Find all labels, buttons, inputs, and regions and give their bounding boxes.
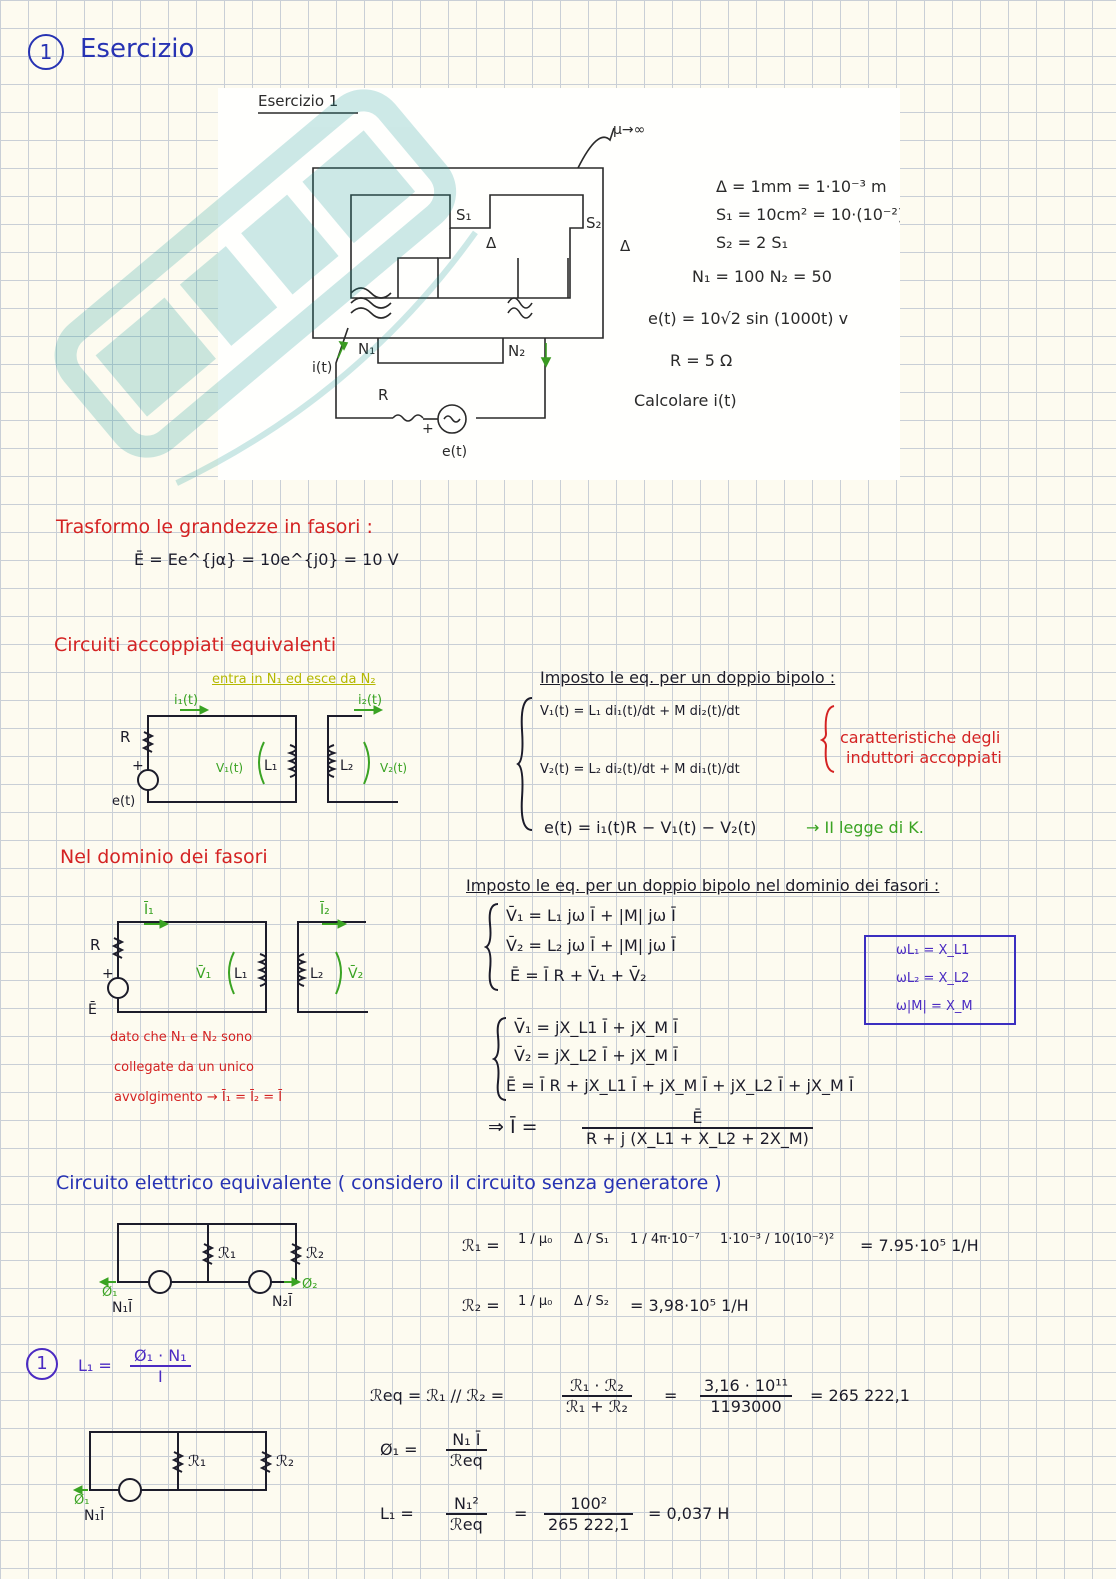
l1-formula-fraction <box>130 1346 191 1386</box>
reluctance-2-result: = 3,98·10⁵ 1/H <box>630 1296 749 1315</box>
reluctance-1-term-b: Δ / S₁ <box>574 1232 610 1247</box>
reactance-eq-3: Ē = Ī R + jX_L1 Ī + jX_M Ī + jX_L2 Ī + jX_M Ī <box>506 1076 854 1095</box>
req-numerator-2: 3,16 · 10¹¹ <box>700 1376 792 1397</box>
coupled-l2-label: L₂ <box>340 758 354 774</box>
coupled-v2-label: V₂(t) <box>380 761 408 775</box>
l1-value-fraction-1 <box>446 1494 487 1534</box>
phi1-fraction <box>446 1430 487 1470</box>
reactance-eq-2: V̄₂ = jX_L2 Ī + jX_M Ī <box>514 1046 678 1065</box>
phasor-source-equation: Ē = Ee^{jα} = 10e^{j0} = 10 V <box>134 550 399 569</box>
l1-value-numerator-1: N₁² <box>446 1494 487 1515</box>
kirchhoff-note: → II legge di K. <box>806 818 924 837</box>
l1-diagram-n1i-label: N₁Ī <box>84 1508 105 1524</box>
coupled-i1-label: i₁(t) <box>174 693 199 708</box>
doubleport-intro: Imposto le eq. per un doppio bipolo : <box>540 668 836 687</box>
current-result-lhs: ⇒ Ī = <box>488 1116 538 1138</box>
sketch-plus-sign: + <box>422 421 434 437</box>
sketch-n2-label: N₂ <box>508 342 526 360</box>
reactance-def-3: ω|M| = X_M <box>896 999 973 1014</box>
single-winding-note-line-1: dato che N₁ e N₂ sono <box>110 1030 253 1045</box>
current-result-numerator: Ē <box>582 1108 813 1129</box>
sketch-n1-label: N₁ <box>358 340 376 358</box>
magnetic-n1i-label: N₁Ī <box>112 1300 133 1316</box>
magnetic-phi2-label: Ø₂ <box>302 1277 318 1292</box>
phasor-eq-brace <box>484 902 502 992</box>
coupled-source-label: e(t) <box>112 794 136 809</box>
coupled-direction-note: entra in N₁ ed esce da N₂ <box>212 672 376 687</box>
req-equals: = <box>664 1386 678 1405</box>
sketch-data-1: S₁ = 10cm² = 10·(10⁻²)² <box>716 205 900 224</box>
l1-value-fraction-2 <box>544 1494 633 1534</box>
l1-diagram-r2-label: ℛ₂ <box>276 1452 294 1470</box>
l1-value-denominator-2: 265 222,1 <box>548 1515 630 1534</box>
reluctance-2-term-b: Δ / S₂ <box>574 1294 610 1309</box>
sketch-data-5: R = 5 Ω <box>670 351 733 370</box>
sketch-source-label: e(t) <box>442 444 468 460</box>
reluctance-1-result: = 7.95·10⁵ 1/H <box>860 1236 979 1255</box>
inductor-note-line-2: induttori accoppiati <box>846 748 1002 767</box>
reluctance-1-lhs: ℛ₁ = <box>462 1236 500 1255</box>
phasor-plus-sign: + <box>102 966 114 982</box>
phasor-circuit-diagram <box>82 896 382 1026</box>
reluctance-1-term-d: 1·10⁻³ / 10(10⁻²)² <box>720 1232 835 1247</box>
l1-value-result: = 0,037 H <box>648 1504 730 1523</box>
sketch-data-6: Calcolare i(t) <box>634 391 737 410</box>
l1-magnetic-diagram <box>70 1420 330 1530</box>
sketch-delta-1: Δ <box>486 234 497 252</box>
doubleport-eq-1: V₁(t) = L₁ di₁(t)/dt + M di₂(t)/dt <box>540 704 740 719</box>
l1-diagram-r1-label: ℛ₁ <box>188 1452 206 1470</box>
req-lhs: ℛeq = ℛ₁ // ℛ₂ = <box>370 1386 505 1405</box>
l1-formula-denominator: I <box>157 1367 163 1386</box>
single-winding-note-line-3: avvolgimento → Ī₁ = Ī₂ = Ī <box>114 1090 283 1105</box>
l1-diagram-phi1-label: Ø₁ <box>74 1493 90 1508</box>
coupled-plus-sign: + <box>132 758 144 774</box>
current-result-denominator: R + j (X_L1 + X_L2 + 2X_M) <box>586 1129 809 1148</box>
phasor-r-label: R <box>90 936 101 954</box>
phasor-l1-label: L₁ <box>234 966 248 982</box>
l1-value-denominator-1: ℛeq <box>450 1515 483 1534</box>
reluctance-1-term-a: 1 / μ₀ <box>518 1232 553 1247</box>
sketch-current-label: i(t) <box>312 360 333 376</box>
sketch-s2-label: S₂ <box>586 214 602 232</box>
reluctance-2-lhs: ℛ₂ = <box>462 1296 500 1315</box>
magnetic-equivalent-diagram <box>96 1214 356 1318</box>
l1-value-equals: = <box>514 1504 528 1523</box>
sketch-data-3: N₁ = 100 N₂ = 50 <box>692 267 832 286</box>
magnetic-phi1-label: Ø₁ <box>102 1285 118 1300</box>
magnetic-n2i-label: N₂Ī <box>272 1294 293 1310</box>
req-numerator-1: ℛ₁ · ℛ₂ <box>562 1376 632 1397</box>
inductor-brace <box>820 704 840 774</box>
phi1-lhs: Ø₁ = <box>380 1440 418 1459</box>
coupled-v1-label: V₁(t) <box>216 761 244 775</box>
magnetic-core-sketch <box>218 88 900 480</box>
sketch-mu-label: μ→∞ <box>613 122 646 138</box>
phasor-eq-3: Ē = Ī R + V̄₁ + V̄₂ <box>510 966 647 985</box>
magnetic-r2-label: ℛ₂ <box>306 1244 324 1262</box>
phasor-transform-heading: Trasformo le grandezze in fasori : <box>56 516 373 538</box>
l1-formula-lhs: L₁ = <box>78 1356 112 1375</box>
req-result: = 265 222,1 <box>810 1386 910 1405</box>
reactance-definitions-box <box>864 935 1016 1025</box>
magnetic-r1-label: ℛ₁ <box>218 1244 236 1262</box>
phi1-denominator: ℛeq <box>450 1451 483 1470</box>
phasor-i1-label: Ī₁ <box>144 902 154 918</box>
l1-value-numerator-2: 100² <box>544 1494 633 1515</box>
magnetic-equivalent-heading: Circuito elettrico equivalente ( considero il circuito senza generatore ) <box>56 1172 722 1194</box>
sketch-data-2: S₂ = 2 S₁ <box>716 233 788 252</box>
current-result-fraction <box>582 1108 813 1148</box>
doubleport-brace <box>516 696 536 832</box>
sketch-delta-2: Δ <box>620 237 631 255</box>
phasor-domain-heading: Nel dominio dei fasori <box>60 846 268 868</box>
part-1-badge: 1 <box>26 1348 58 1380</box>
doubleport-eq-2: V₂(t) = L₂ di₂(t)/dt + M di₁(t)/dt <box>540 762 740 777</box>
sketch-resistor-label: R <box>378 386 389 404</box>
doubleport-eq-3: e(t) = i₁(t)R − V₁(t) − V₂(t) <box>544 818 757 837</box>
coupled-l1-label: L₁ <box>264 758 278 774</box>
phasor-eq-2: V̄₂ = L₂ jω Ī + |M| jω Ī <box>506 936 676 955</box>
sketch-data-0: Δ = 1mm = 1·10⁻³ m <box>716 177 887 196</box>
phi1-numerator: N₁ Ī <box>446 1430 487 1451</box>
sketch-s1-label: S₁ <box>456 206 472 224</box>
l1-value-lhs: L₁ = <box>380 1504 414 1523</box>
sketch-title: Esercizio 1 <box>258 92 339 110</box>
sketch-data-list <box>634 177 900 410</box>
scanned-sketch <box>218 88 900 480</box>
reluctance-1-term-c: 1 / 4π·10⁻⁷ <box>630 1232 700 1247</box>
coupled-i2-label: i₂(t) <box>358 693 383 708</box>
reactance-eq-1: V̄₁ = jX_L1 Ī + jX_M Ī <box>514 1018 678 1037</box>
single-winding-note-line-2: collegate da un unico <box>114 1060 254 1075</box>
phasor-doubleport-intro: Imposto le eq. per un doppio bipolo nel dominio dei fasori : <box>466 876 940 895</box>
req-fraction-2 <box>700 1376 792 1416</box>
reactance-def-1: ωL₁ = X_L1 <box>896 943 970 958</box>
reactance-def-2: ωL₂ = X_L2 <box>896 971 970 986</box>
sketch-data-4: e(t) = 10√2 sin (1000t) v <box>648 309 849 328</box>
phasor-v1-label: V̄₁ <box>196 966 212 982</box>
phasor-l2-label: L₂ <box>310 966 324 982</box>
coupled-r-label: R <box>120 728 131 746</box>
phasor-v2-label: V̄₂ <box>348 966 364 982</box>
l1-formula-numerator: Ø₁ · N₁ <box>130 1346 191 1367</box>
exercise-number-badge: 1 <box>28 34 64 70</box>
coupled-circuit-diagram <box>100 690 430 820</box>
phasor-i2-label: Ī₂ <box>320 902 330 918</box>
phasor-eq-1: V̄₁ = L₁ jω Ī + |M| jω Ī <box>506 906 676 925</box>
page-title: Esercizio <box>80 34 195 64</box>
coupled-circuits-heading: Circuiti accoppiati equivalenti <box>54 634 337 656</box>
req-fraction-1 <box>562 1376 632 1416</box>
req-denominator-2: 1193000 <box>710 1397 782 1416</box>
phasor-source-label: Ē <box>88 1002 97 1018</box>
inductor-note-line-1: caratteristiche degli <box>840 728 1001 747</box>
req-denominator-1: ℛ₁ + ℛ₂ <box>566 1397 628 1416</box>
reluctance-2-term-a: 1 / μ₀ <box>518 1294 553 1309</box>
